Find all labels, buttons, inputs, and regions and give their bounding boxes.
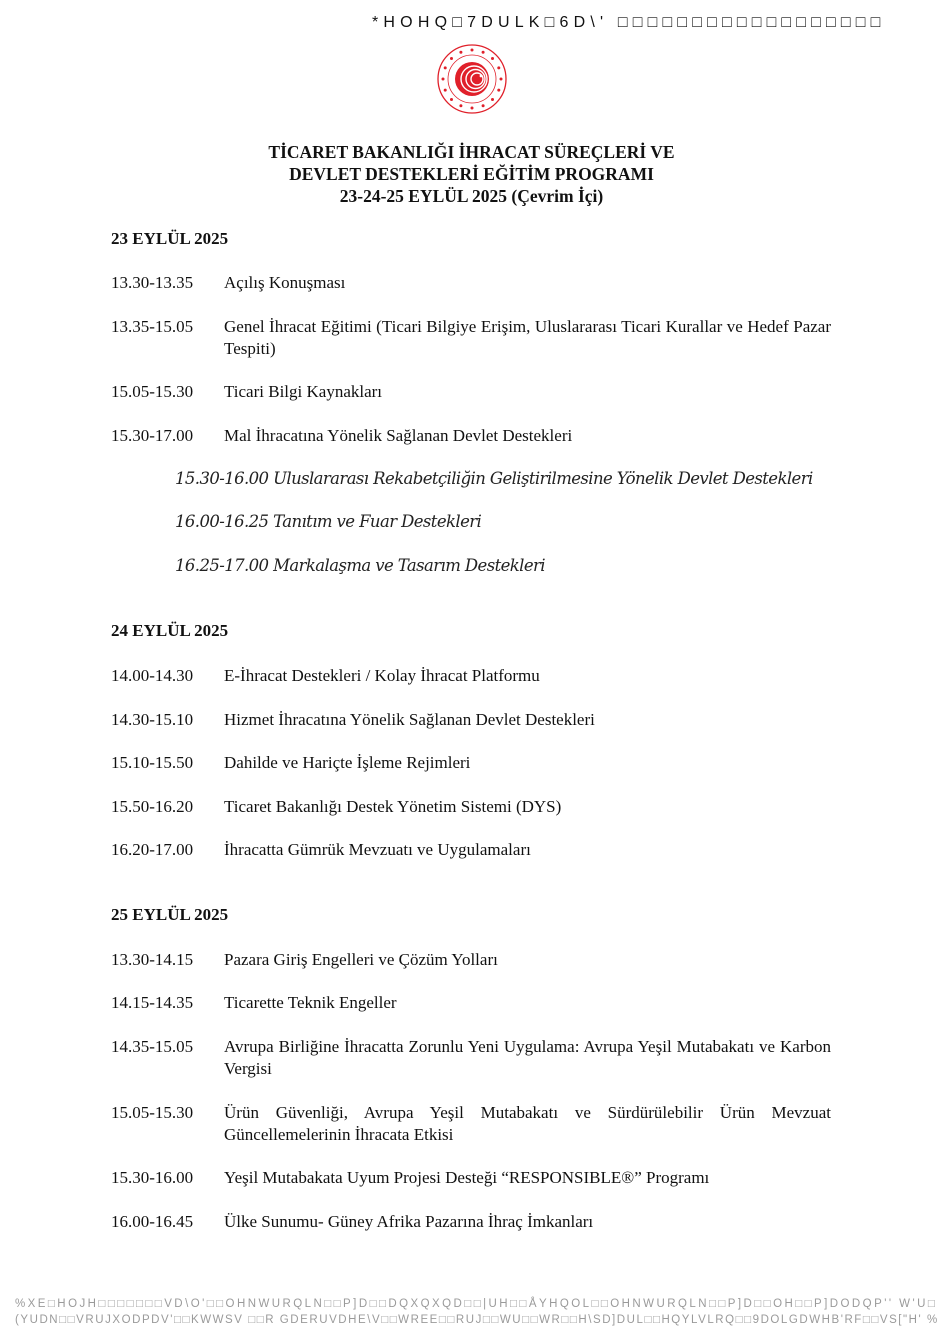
day-heading-25: 25 EYLÜL 2025	[111, 905, 229, 924]
row-time: 14.15-14.35	[111, 993, 194, 1012]
schedule-row	[111, 272, 831, 294]
seal-star-icon	[450, 57, 453, 60]
seal-star-icon	[500, 78, 503, 81]
row-time: 16.00-16.45	[111, 1212, 194, 1231]
row-description: Genel İhracat Eğitimi (Ticari Bilgiye Erişim, Uluslararası Ticari Kurallar ve Hedef Pazar Tespiti)	[224, 317, 831, 358]
row-description: Yeşil Mutabakata Uyum Projesi Desteği “RESPONSIBLE®” Programı	[224, 1168, 710, 1187]
schedule-row	[111, 992, 831, 1014]
schedule-subitem: 15.30-16.00 Uluslararası Rekabetçiliğin Geliştirilmesine Yönelik Devlet Destekleri	[175, 469, 813, 488]
row-description: Dahilde ve Hariçte İşleme Rejimleri	[224, 753, 471, 772]
schedule-row	[111, 1167, 831, 1189]
row-time: 14.00-14.30	[111, 666, 194, 685]
row-time: 15.30-16.00	[111, 1168, 194, 1187]
row-time: 16.20-17.00	[111, 840, 194, 859]
footer-verification-line-2: (YUDN□□VRUJXODPDV'□□KWWSV □□R GDERUVDHE\V□□WREE□□RUJ□□WU□□WR□□H\SD]DUL□□HQYLVLRQ□□9DOLGDWHB'RF□□VS["H' %	[15, 1314, 939, 1326]
schedule-row	[111, 665, 831, 687]
seal-star-icon	[491, 98, 494, 101]
seal-star-icon	[442, 78, 445, 81]
seal-star-icon	[497, 66, 500, 69]
schedule-subitem: 16.25-17.00 Markalaşma ve Tasarım Destekleri	[175, 556, 545, 575]
row-time: 15.50-16.20	[111, 797, 194, 816]
row-description: Ticaret Bakanlığı Destek Yönetim Sistemi (DYS)	[224, 797, 562, 816]
schedule-row	[111, 752, 831, 774]
schedule-row	[111, 796, 831, 818]
row-time: 13.30-13.35	[111, 273, 194, 292]
seal-star-icon	[482, 51, 485, 54]
row-description: Ürün Güvenliği, Avrupa Yeşil Mutabakatı ve Sürdürülebilir Ürün Mevzuat Güncellemelerinin İhracata Etkisi	[224, 1103, 831, 1144]
seal-star-icon	[450, 98, 453, 101]
schedule-row	[111, 1211, 831, 1233]
row-description: E-İhracat Destekleri / Kolay İhracat Platformu	[224, 666, 540, 685]
seal-star-icon	[459, 104, 462, 107]
title-line-3: 23-24-25 EYLÜL 2025 (Çevrim İçi)	[339, 186, 604, 206]
schedule-row	[111, 949, 831, 971]
day-heading-24: 24 EYLÜL 2025	[111, 621, 229, 640]
row-description: İhracatta Gümrük Mevzuatı ve Uygulamaları	[224, 840, 531, 859]
seal-star-icon	[471, 107, 474, 110]
row-description: Ticari Bilgi Kaynakları	[224, 382, 383, 401]
schedule-row	[111, 839, 831, 861]
schedule-subitem: 16.00-16.25 Tanıtım ve Fuar Destekleri	[175, 512, 482, 531]
seal-star-icon	[471, 49, 474, 52]
row-description: Hizmet İhracatına Yönelik Sağlanan Devlet Destekleri	[224, 710, 595, 729]
schedule-row	[111, 425, 831, 447]
title-line-1: TİCARET BAKANLIĞI İHRACAT SÜREÇLERİ VE	[268, 142, 675, 162]
row-time: 15.30-17.00	[111, 426, 194, 445]
seal-star-icon	[482, 104, 485, 107]
schedule-row	[111, 381, 831, 403]
title-line-2: DEVLET DESTEKLERİ EĞİTİM PROGRAMI	[289, 164, 654, 184]
row-time: 15.05-15.30	[111, 1103, 194, 1122]
row-description: Mal İhracatına Yönelik Sağlanan Devlet Destekleri	[224, 426, 573, 445]
row-description: Pazara Giriş Engelleri ve Çözüm Yolları	[224, 950, 498, 969]
schedule-row	[111, 1036, 831, 1080]
row-time: 15.05-15.30	[111, 382, 194, 401]
row-description: Açılış Konuşması	[224, 273, 346, 292]
seal-star-icon	[459, 51, 462, 54]
schedule-row	[111, 316, 831, 360]
seal-star-icon	[491, 57, 494, 60]
row-time: 15.10-15.50	[111, 753, 194, 772]
row-description: Ticarette Teknik Engeller	[224, 993, 397, 1012]
seal-star-icon	[444, 89, 447, 92]
seal-star-icon	[444, 66, 447, 69]
footer-verification-line-1: %XE□HOJH□□□□□□□VD\O'□□OHNWURQLN□□P]D□□DQXQXQD□□|UH□□ÅYHQOL□□OHNWURQLN□□P]D□□OH□□P]DODQP'' W'U□	[15, 1298, 938, 1310]
row-time: 13.35-15.05	[111, 317, 194, 336]
schedule-row	[111, 1102, 831, 1146]
row-time: 13.30-14.15	[111, 950, 194, 969]
row-description: Ülke Sunumu- Güney Afrika Pazarına İhraç İmkanları	[224, 1212, 594, 1231]
seal-logo-icon	[436, 43, 508, 115]
day-heading-23: 23 EYLÜL 2025	[111, 229, 229, 248]
header-document-code: *HOHQ□7DULK□6D\' □□□□□□□□□□□□□□□□□□	[372, 14, 886, 31]
page-title	[0, 141, 943, 207]
schedule-row	[111, 709, 831, 731]
row-time: 14.35-15.05	[111, 1037, 194, 1056]
row-description: Avrupa Birliğine İhracatta Zorunlu Yeni Uygulama: Avrupa Yeşil Mutabakatı ve Karbon Vergisi	[224, 1037, 831, 1078]
row-time: 14.30-15.10	[111, 710, 194, 729]
seal-star-icon	[497, 89, 500, 92]
